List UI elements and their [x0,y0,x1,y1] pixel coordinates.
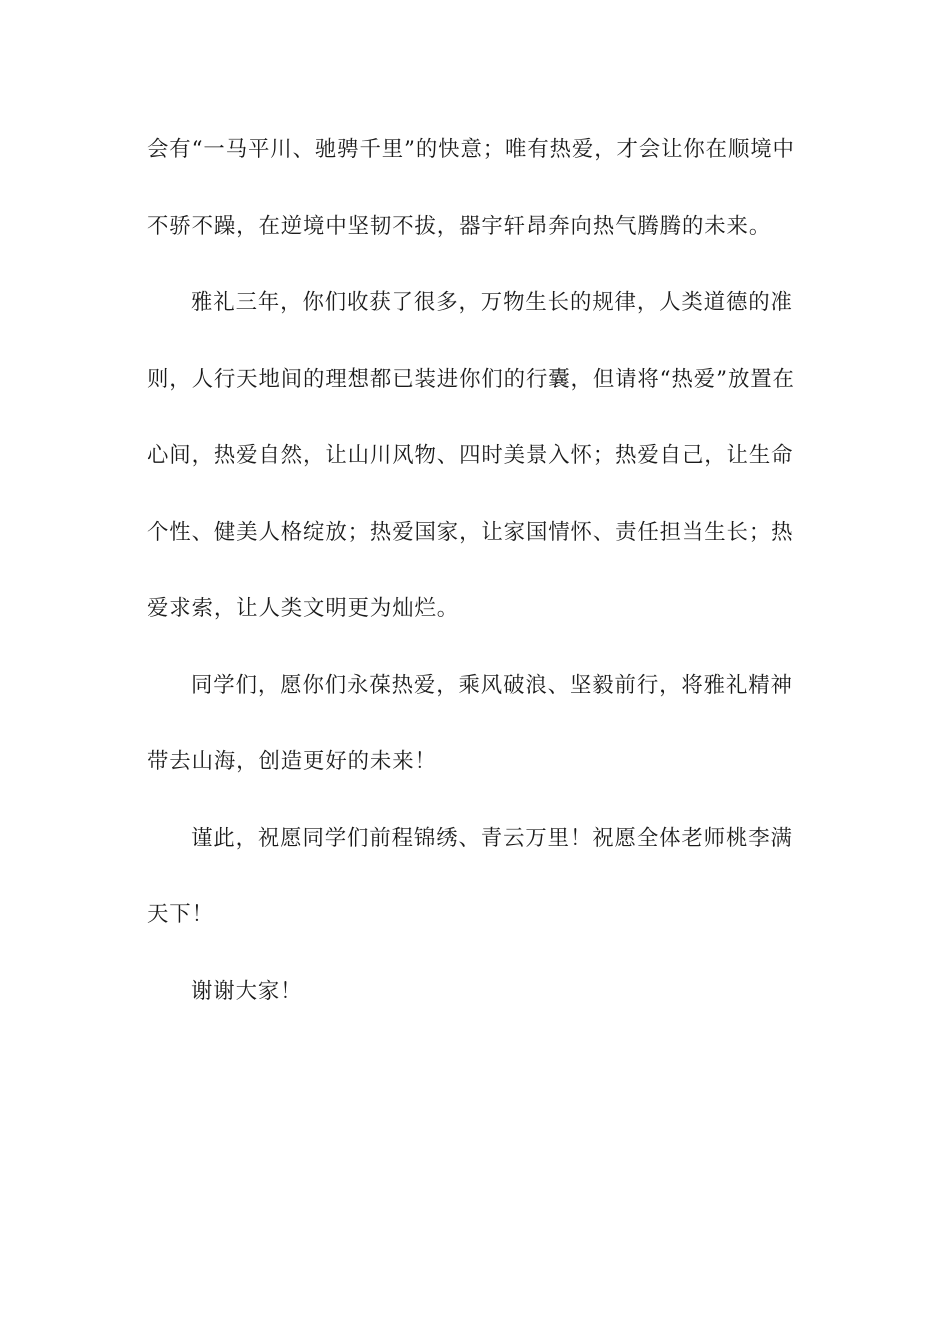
paragraph-three-years: 雅礼三年，你们收获了很多，万物生长的规律，人类道德的准则，人行天地间的理想都已装进你们的行囊，但请将“热爱”放置在心间，热爱自然，让山川风物、四时美景入怀；热爱自己，让生命个性、健美人格绽放；热爱国家，让家国情怀、责任担当生长；热爱求索，让人类文明更为灿烂。 [147,290,795,621]
paragraph-students-wish: 同学们，愿你们永葆热爱，乘风破浪、坚毅前行，将雅礼精神带去山海，创造更好的未来！ [147,672,793,774]
paragraph-continuation: 会有“一马平川、驰骋千里”的快意；唯有热爱，才会让你在顺境中不骄不躁，在逆境中坚韧不拔，器宇轩昂奔向热气腾腾的未来。 [147,137,795,239]
paragraph-thanks: 谢谢大家！ [191,978,303,1004]
document-body [147,112,807,1030]
paragraph-blessing: 谨此，祝愿同学们前程锦绣、青云万里！祝愿全体老师桃李满天下！ [147,825,793,927]
